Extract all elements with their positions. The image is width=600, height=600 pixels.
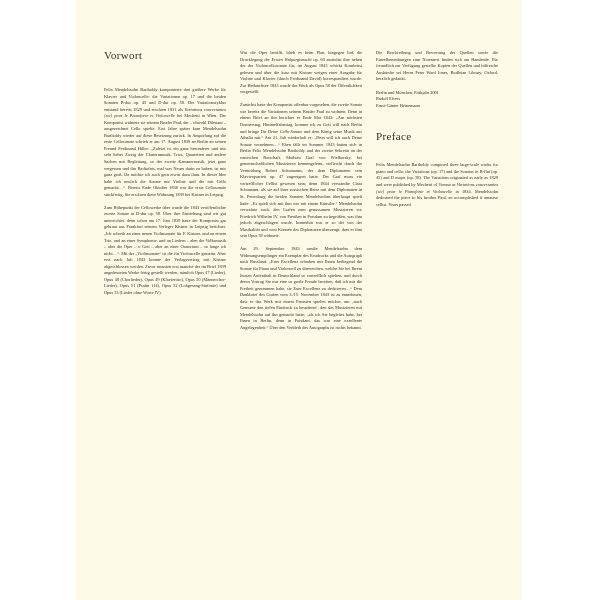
page-content-area <box>76 0 522 600</box>
german-paragraph-2-continued: Was die Oper betrifft, blieb es beim Plan, hingegen ließ die Drucklegung der Ersten Walpurgisnacht op. 60 zunächst ihre neben der der Violoncellosonate für; im August 1843 schickt Kornbrüst gelesen und über die kurz mit Kistner weigen einer Ausgabe für Violine und Klavier (durch Ferdinand David) korrespondiert wurde. Zur Herkunftsee 1843 wurde das Werk als Opus 58 der Öffentlichkeit vorgestellt. <box>240 50 362 95</box>
german-paragraph-5: Die Beschreibung und Bewertung der Quellen sowie die Einzelbemerkungen zum Notentext finden sich am Handende. Für freundlich zur Verfügung gestellte Kopien der Quellen und hilfreiche Auskünfte sei Herrn Peter Ward Jones, Bodleian Library, Oxford, herzlich gedankt. <box>376 50 498 82</box>
column-three-german-english <box>376 50 498 215</box>
page-title-preface: Preface <box>376 131 412 144</box>
signature-block <box>376 90 498 110</box>
column-one-german <box>104 50 226 303</box>
page-sheet <box>76 0 522 600</box>
english-paragraph-1: Felix Mendelssohn Bartholdy composed three large-scale works for piano and cello: the Variations (op. 17) and the Sonatas in B-flat (op. 45) and D major (op. 58). The Variations originated as early as 1829 and were published by Mechetti of Vienna as Variations concertantes [sic] pour le Pianoforte et Violoncelle in 1834. Mendelssohn dedicated the piece to his brother Paul, an accomplished if amateur cellist. Years passed <box>376 162 499 207</box>
page-title-vorwort: Vorwort <box>104 50 143 62</box>
german-paragraph-1: Felix Mendelssohn Bartholdy komponierte drei größere Werke für Klavier und Violoncelle: die Variationen op. 17 und die beiden Sonaten B-dur op. 45 und D-dur op. 58. Der Variationszyklus entstand bereits 1829 und erschien 1831 als Variations concertantes [sic] pour le Pianoforte et Violoncelle bei Mechetti in Wien. Der Komponist widmete sie seinem Bruder Paul, der – obwohl Dilettant – ausgezeichnet Cello spielte. Erst Jahre später kam Mendelssohn Bartholdy wieder auf diese Besetzung zurück. In Anspielung auf die erste Cellosonate schrieb er am 17. August 1839 an Berlin an seinen Freund Ferdinand Hiller: „Zuletzt ist ein ganz besonderer und mir sehr lieber Zweig der Clariernmusik, Trios, Quartetten und andere Sachen mit Begleitung, so der zweite Kammermusik, jetzt ganz vergessen und das Bedürfnis, mal was Neues darin zu haben, ist mir ganz groß. Da möchte ich auch gern etwas dazu thun. In dieser Idee habe ich neulich die Sonate mit Violine und die mit Cello gemacht…“. Bereits Ende Oktober 1838 war die erste Cellosonate stückfertig. Sie erschien diese Widmung 1839 bei Kistner in Leipzig. <box>104 87 227 197</box>
german-paragraph-2: Zum Höhepunkt der Cellowerke über wurde die 1843 veröffentlichte zweite Sonate in D-dur op. 58. Über ihre Entstehung sind wir gut unterrichtet, denn schon am 17. Juni 1839 hatte der Komponist gar gebraut aus Frankfurt seinem Verleger Kistner in Leipzig berichtet: „Ich schreib an einer neuen Violinsonate für F. Kistner, und an einem Trio, und an einer Symphonie, und an Liedern – aber die Volksmusik – aber die Oper – o Gott – aber an einer Oratorium – so lange ich nicht…“. Mit der „Violinsonate“ ist die für Violoncelle gemeint. Aber erst nach Juli 1843 konnte der Verlagsvertrag mit Kistner abgeschlossen werden. Zuvor mussten erst manche der im Brief 1839 angedeuteten Werke fertig gestellt werden, nämlich Opus 47 (Lieder), Opus 48 (Chorlieder), Opus 49 (Klaviertrio), Opus 50 (Männerchor-Lieder), Opus 51 (Psalm 114), Opus 52 (Lobgesang-Sinfonie) und Opus 53 (Lieder ohne Worte IV). <box>104 204 226 295</box>
german-paragraph-4: Am 29. September 1843 sandte Mendelssohn dem Widmungsempfänger ein Exemplar des Erstdrucks und die Autograph nach Russland: „Euer Excellenz erlauben mir Ihnen beiliegend die Sonate für Piano und Violoncell zu überreichen, welche Sie bei Ihrem letzten Aufenthalt in Deutschland so vortrefflich spielten, und durch deren Vortrag Sie mir eine so große Freude bereiten, daß ich mir die Freiheit genommen habe, sie Euer Excellenz zu dedicieren…“ Dem Dankbrief des Grafen vom 3./15. November 1843 ist zu entnehmen, dass er das Werk mit einem Panisten spielen möchte, um „nach Gemuete den tiefen Eindruck zu besudenn“, den das Musizieren mit Mendelssohn auf ihn gemacht hatte; „als ich Sie begleitet habe, bei Ihnen in Berlin, denn in Potsdam, das war eine exzellente Angelegenheit.“ Über den Verbleib des Autographs ist nichts bekannt. <box>240 246 362 330</box>
signature-editor-2: Ernst-Günter Heinemann <box>376 102 420 108</box>
signature-editor-1: Rudolf Elvers <box>376 96 401 102</box>
german-paragraph-3: Zunächst hatte der Komponist offenbar vorgesehen, die zweite Sonate wie bereits die Variationen seinem Bruder Paul zu widmen. Denn in einem Brief an ihn berichtet er Ende Mai 1843: „Am nächsten Donnerstag, Himmelfahrtstag, komme ich zu Gott will nach Berlin und bringe Dir Deine Cello-Sonate und dem König seine Musik aus Athalia mit.“ Am 21. Juli wiederholt er: „Dein will ich auch Deine Sonate vornehmen…“ Eben fällt im Sommer 1843 hatten sich in Berlin Felix Mendelssohn Bartholdy und der zweite Sekretär an der russischen Botschaft, Mathieu Graf von Wielhorsky, bei gemeinschaftlichen Musizieren kennengelernt, vielleicht durch die Vermittlung Robert Schumanns, der dem Diplomaten sein Klavierquartett op. 47 zugeeignet hatte. Der Graf muss ein vortrefflicher Cellist gewesen sein, denn 1844 verwandte Clara Schumann, als sie auf ihrer russischen Reise mit dem Diplomaten in St. Petersburg die beiden Sonaten Mendelssohns überhaupt spielt hatte: „Es spielt sich mit ihm wie mit einem Künstler.“ Mendelssohn verwahrte auch, den Grafen zum genussamen Musizieren vor Friedrich Wilhelm IV. von Preußen in Potsdam zu begrüßen, was ihm jedoch abgeschlagen wurde. Immerhin war er so der von der Musikalität und vom Können des Diplomaten überzeugt, dass er ihm sein Opus 58 widmete. <box>240 102 362 239</box>
column-two-german <box>240 50 362 331</box>
signature-place-date: Berlin und München, Frühjahr 2001 <box>376 89 439 95</box>
